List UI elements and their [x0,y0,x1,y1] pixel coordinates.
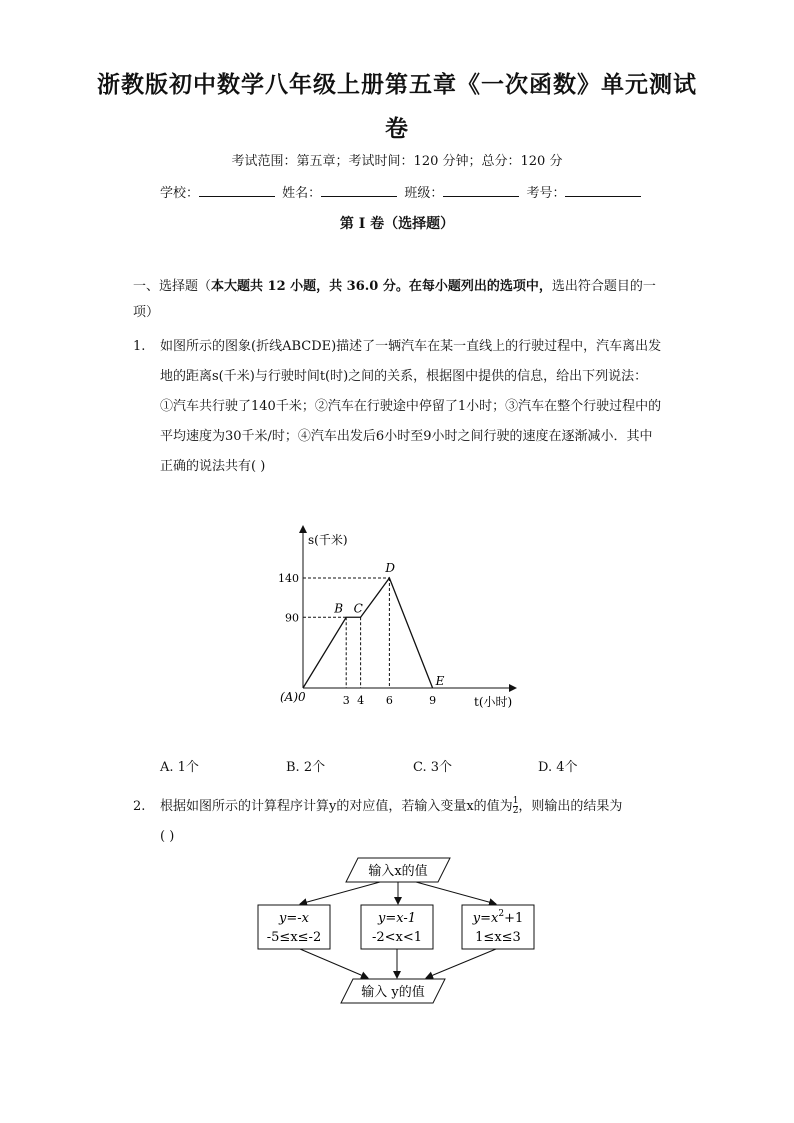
question-2-paren: ( ) [160,829,175,844]
option-b[interactable]: B. 2个 [286,760,326,775]
series-line [303,578,433,688]
fraction-denominator: 2 [512,806,519,816]
x-tick-label: 4 [357,694,365,707]
box1-formula: y=-x [279,911,309,926]
section-heading [133,274,663,326]
input-label: 输入x的值 [368,864,428,879]
box1-range: -5≤x≤-2 [266,930,322,945]
question-1-statements: ①汽车共行驶了140千米；②汽车在行驶途中停留了1小时；③汽车在整个行驶过程中的平均速度为30千米/时；④汽车出发后6小时至9小时之间行驶的速度在逐渐减小．其中正确的说法共有( ) [160,399,662,474]
arrow-to-box3 [416,882,496,904]
section-bold: 本大题共 12 小题，共 36.0 分。在每小题列出的选项中， [211,279,552,294]
option-d[interactable]: D. 4个 [538,760,578,775]
x-tick-label: 6 [385,694,393,707]
point-label-e: E [435,674,445,688]
page-title: 浙教版初中数学八年级上册第五章《一次函数》单元测试 [97,72,697,98]
number-blank[interactable] [565,185,641,197]
x-tick-label: 3 [342,694,350,707]
school-label: 学校： [160,186,200,201]
y-axis-label: s(千米) [308,533,348,547]
distance-time-chart [272,522,532,718]
question-1-text: 如图所示的图象(折线ABCDE)描述了一辆汽车在某一直线上的行驶过程中，汽车离出发地的距离s(千米)与行驶时间t(时)之间的关系，根据图中提供的信息，给出下列说法： [160,339,662,384]
question-2-number: 2. [133,799,146,814]
arrow-to-box1 [300,882,380,904]
question-1 [133,332,663,482]
point-label-b: B [334,601,344,616]
x-tick-label: 9 [429,694,437,707]
fraction-numerator: 1 [512,796,519,806]
box3-formula-a: y=x [472,911,499,926]
y-tick-label: 90 [285,611,299,625]
option-c[interactable]: C. 3个 [413,760,453,775]
box3-formula-sup: 2 [498,909,505,919]
page-title-continued: 卷 [385,116,409,142]
point-label-c: C [353,601,363,616]
box2-range: -2<x<1 [371,930,423,945]
name-blank[interactable] [321,185,397,197]
question-1-number: 1. [133,339,146,354]
question-2 [133,792,663,852]
point-label-d: D [385,561,396,576]
arrow-from-box1 [300,949,368,978]
x-axis-label: t(小时) [474,695,513,709]
arrow-from-box3 [426,949,496,978]
box3-formula-b: +1 [504,911,524,926]
option-a[interactable]: A. 1个 [160,760,199,775]
output-label: 输入 y的值 [361,985,425,1000]
number-label: 考号： [526,186,566,201]
question-2-text-a: 根据如图所示的计算程序计算y的对应值，若输入变量x的值为 [160,799,513,814]
section-lead: 一、选择题（ [133,279,212,294]
school-blank[interactable] [199,185,275,197]
section-tail: 选出符合题目的一项） [133,279,656,320]
class-label: 班级： [404,186,444,201]
name-label: 姓名： [282,186,322,201]
point-label-a: (A)0 [280,690,306,704]
exam-info: 考试范围：第五章；考试时间：120 分钟；总分：120 分 [231,154,563,169]
question-2-text-b: ，则输出的结果为 [518,799,623,814]
box2-formula: y=x-1 [377,911,417,926]
student-info-fields [160,182,644,201]
volume-heading: 第 I 卷（选择题） [339,216,455,232]
flowchart [250,852,540,1010]
box3-range: 1≤x≤3 [475,930,521,945]
class-blank[interactable] [443,185,519,197]
box3-formula [472,909,523,926]
y-tick-label: 140 [278,572,299,586]
